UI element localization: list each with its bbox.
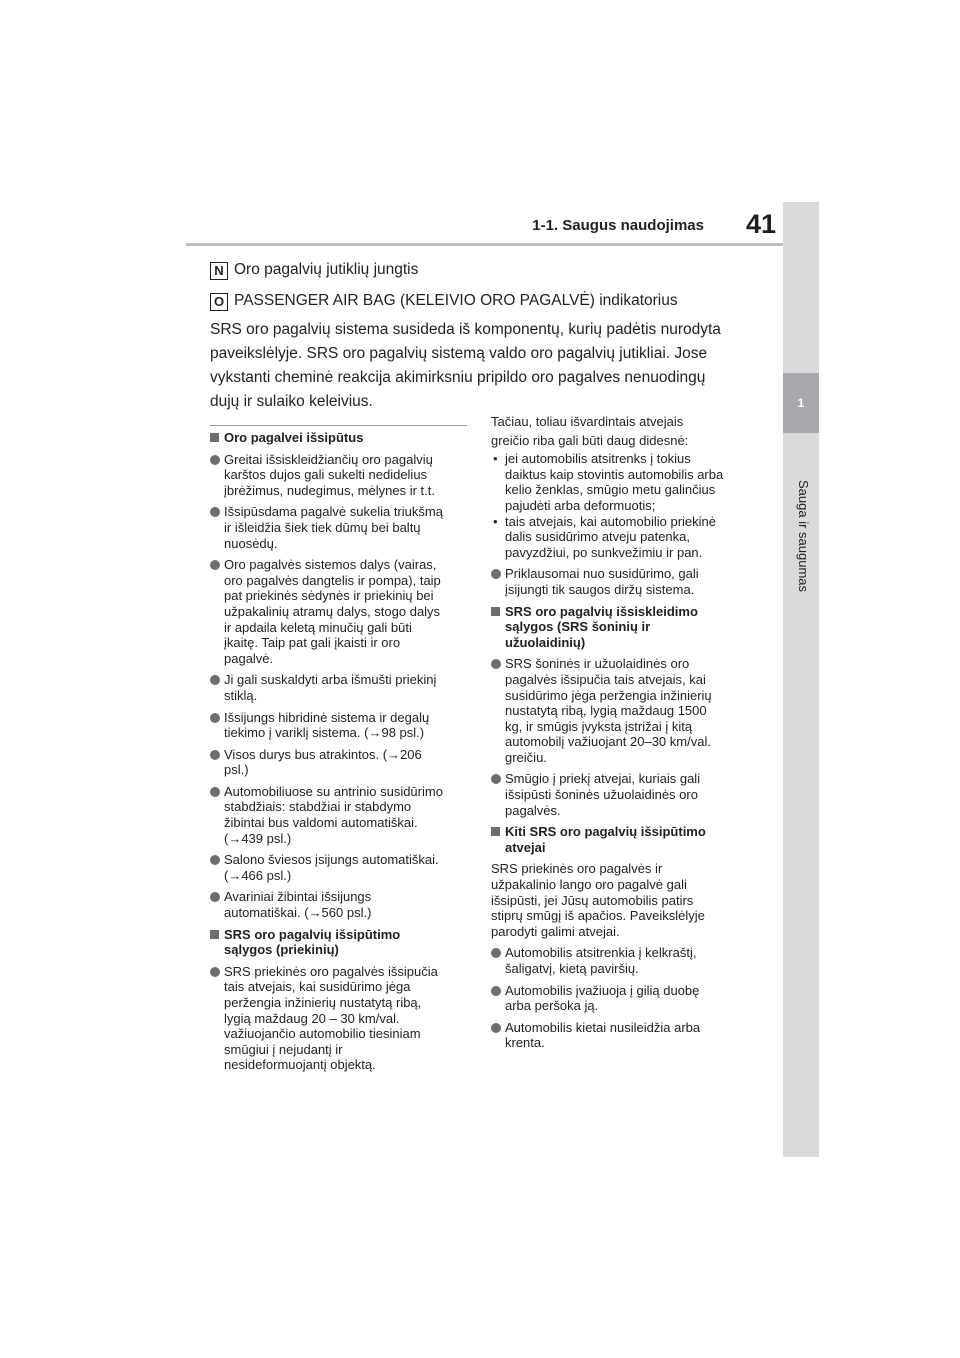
text-line: greičiu. (505, 749, 547, 765)
text-line: Automobilis atsitrenkia į kelkraštį, (505, 945, 697, 961)
text-line: lygią maždaug 20 – 30 km/val. (224, 1010, 400, 1026)
text-line: automatiškai. (→560 psl.) (224, 905, 372, 921)
text-line: Avariniai žibintai išsijungs (224, 889, 372, 905)
text-line: pagalvės išsipučia tais atvejais, kai (505, 671, 706, 687)
bullet-item (491, 771, 753, 818)
round-bullet-icon (210, 507, 220, 517)
text-line: atvejai (505, 839, 546, 855)
bullet-item (210, 852, 472, 883)
section-heading (491, 824, 753, 855)
text-line: Smūgio į priekį atvejai, kuriais gali (505, 771, 701, 787)
text-line: kelio ženklas, smūgio metu galinčius (505, 482, 716, 498)
callout-text-o: PASSENGER AIR BAG (KELEIVIO ORO PAGALVĖ) indikatorius (234, 292, 678, 309)
side-tab-chapter-number: 1 (783, 373, 819, 433)
text-line: karštos dujos gali sukelti nedidelius (224, 467, 428, 483)
text-line: Ji gali suskaldyti arba išmušti priekinį (224, 672, 437, 688)
round-bullet-icon (210, 455, 220, 465)
text-line: pavyzdžiui, po sunkvežimiu ir pan. (505, 544, 703, 560)
bullet-item (491, 566, 753, 597)
text-line: pat priekinės sėdynės ir priekinių bei (224, 588, 434, 604)
text-line: tais atvejais, kai automobilio priekinė (505, 513, 716, 529)
section-heading (210, 430, 472, 446)
text-line: užpakalinių atramų dalys, stogo dalys (224, 603, 441, 619)
text-line: Kiti SRS oro pagalvių išsipūtimo (505, 824, 706, 840)
bullet-item (210, 889, 472, 920)
text-line: SRS priekinės oro pagalvės išsipučia (224, 963, 438, 979)
text-line: pagalvė. (224, 650, 274, 666)
callout-letter-n: N (210, 262, 228, 280)
bullet-item (210, 784, 472, 846)
bullet-item (210, 672, 472, 703)
bullet-item (491, 945, 753, 976)
bullet-item (210, 710, 472, 741)
side-tab-chapter-label: Sauga ir saugumas (796, 480, 811, 593)
header-divider (186, 243, 784, 246)
text-line: išsipūsti, jei Jūsų automobilis patirs (491, 892, 694, 908)
text-line: daiktus kaip stovintis automobilis arba (505, 466, 724, 482)
text-line: Išsipūsdama pagalvė sukelia triukšmą (224, 504, 443, 520)
text-line: važiuojančio automobilio tiesiniam (224, 1026, 421, 1042)
round-bullet-icon (491, 1023, 501, 1033)
text-line: įsijungti tik saugos diržų sistema. (505, 581, 695, 597)
callout-letter-o: O (210, 293, 228, 311)
round-bullet-icon (210, 560, 220, 570)
round-bullet-icon (491, 774, 501, 784)
text-line: psl.) (224, 762, 249, 778)
text-line: Išsijungs hibridinė sistema ir degalų (224, 709, 430, 725)
round-bullet-icon (491, 569, 501, 579)
text-line: nesideformuojantį objektą. (224, 1057, 376, 1073)
text-line: sąlygos (priekinių) (224, 942, 339, 958)
text-line: susidūrimo jėga peržengia inžinierių (505, 687, 712, 703)
text-line: greičio riba gali būti daug didesnė: (491, 432, 689, 448)
round-bullet-icon (210, 713, 220, 723)
round-bullet-icon (491, 948, 501, 958)
text-line: (→466 psl.) (224, 867, 292, 883)
side-tab-strip (783, 202, 819, 1157)
text-line: kg, ir smūgis įvyksta įstrižai į kitą (505, 718, 693, 734)
text-line: įbrėžimus, nudegimus, mėlynes ir t.t. (224, 482, 435, 498)
text-line: parodyti galimi atvejai. (491, 923, 620, 939)
page-number: 41 (745, 209, 776, 239)
square-bullet-icon (491, 607, 500, 616)
text-line: sąlygos (SRS šoninių ir (505, 619, 651, 635)
text-line: Salono šviesos įsijungs automatiškai. (224, 852, 439, 868)
text-line: žibintai bus valdomi automatiškai. (224, 815, 418, 831)
left-column (210, 430, 472, 1079)
text-line: Oro pagalvei išsipūtus (224, 430, 364, 445)
round-bullet-icon (210, 675, 220, 685)
text-line: Priklausomai nuo susidūrimo, gali (505, 566, 699, 582)
text-line: krenta. (505, 1035, 545, 1051)
text-line: išsipūsti šoninės užuolaidinės oro (505, 787, 698, 803)
paragraph (491, 414, 753, 430)
text-line: ir išleidžia šiek tiek dūmų bei baltų (224, 519, 421, 535)
text-line: pajudėti arba deformuotis; (505, 497, 656, 513)
text-line: SRS šoninės ir užuolaidinės oro (505, 656, 690, 672)
intro-line: SRS oro pagalvių sistema susideda iš komponentų, kurių padėtis nurodyta (210, 321, 721, 338)
bullet-item (491, 656, 753, 765)
bullet-item (491, 1020, 753, 1051)
text-line: užpakalinio lango oro pagalvė gali (491, 877, 687, 893)
text-line: Oro pagalvės sistemos dalys (vairas, (224, 557, 437, 573)
text-line: tais atvejais, kai susidūrimo jėga (224, 979, 411, 995)
text-line: smūgiui į nejudantį ir (224, 1041, 343, 1057)
section-heading (210, 927, 472, 958)
paragraph (491, 861, 753, 939)
round-bullet-icon (210, 855, 220, 865)
text-line: oro pagalvės dangtelis ir pompa), taip (224, 572, 441, 588)
text-line: nustatytą ribą, lygią maždaug 1500 (505, 703, 707, 719)
text-line: peržengia inžinierių nustatytą ribą, (224, 995, 422, 1010)
column-divider (210, 425, 467, 426)
dash-item (491, 514, 753, 561)
bullet-item (210, 452, 472, 499)
bullet-item (491, 983, 753, 1014)
text-line: SRS priekinės oro pagalvės ir (491, 861, 663, 877)
text-line: Automobilis kietai nusileidžia arba (505, 1019, 701, 1035)
text-line: stiklą. (224, 687, 258, 703)
text-line: Visos durys bus atrakintos. (→206 (224, 746, 422, 762)
dot-mark-icon: • (493, 513, 498, 529)
text-line: įkaitę. Taip pat gali įkaisti ir oro (224, 635, 401, 651)
text-line: (→439 psl.) (224, 830, 292, 846)
text-line: automobilį važiuojant 20–30 km/val. (505, 734, 711, 750)
callout-text-n: Oro pagalvių jutiklių jungtis (234, 261, 419, 278)
round-bullet-icon (491, 986, 501, 996)
text-line: dalis susidūrimo atveju patenka, (505, 529, 690, 545)
text-line: Automobilis įvažiuoja į gilią duobę (505, 982, 700, 998)
square-bullet-icon (210, 930, 219, 939)
text-line: Tačiau, toliau išvardintais atvejais (491, 414, 684, 429)
paragraph (491, 433, 753, 449)
text-line: stabdžiais: stabdžiai ir stabdymo (224, 799, 412, 815)
bullet-item (210, 557, 472, 666)
callout-item-o (210, 292, 678, 311)
text-line: nuosėdų. (224, 535, 278, 551)
text-line: Greitai išsiskleidžiančių oro pagalvių (224, 451, 433, 467)
text-line: pagalvės. (505, 802, 561, 818)
text-line: arba peršoka ją. (505, 998, 599, 1014)
text-line: ir apdaila keletą minučių gali būti (224, 619, 412, 635)
section-title: 1-1. Saugus naudojimas (532, 217, 704, 234)
square-bullet-icon (491, 827, 500, 836)
bullet-item (210, 964, 472, 1073)
dash-item (491, 451, 753, 513)
dot-mark-icon: • (493, 451, 498, 467)
round-bullet-icon (210, 787, 220, 797)
round-bullet-icon (491, 659, 501, 669)
bullet-item (210, 747, 472, 778)
text-line: užuolaidinių) (505, 634, 586, 650)
square-bullet-icon (210, 433, 219, 442)
round-bullet-icon (210, 967, 220, 977)
bullet-item (210, 504, 472, 551)
intro-line: vykstanti cheminė reakcija akimirksniu pripildo oro pagalves nenuodingų (210, 369, 706, 386)
text-line: tiekimo į variklį sistema. (→98 psl.) (224, 725, 425, 741)
callout-item-n (210, 261, 418, 280)
section-heading (491, 604, 753, 651)
text-line: šaligatvį, kietą paviršių. (505, 961, 639, 976)
intro-line: dujų ir sulaiko keleivius. (210, 393, 373, 410)
round-bullet-icon (210, 892, 220, 902)
round-bullet-icon (210, 750, 220, 760)
text-line: SRS oro pagalvių išsiskleidimo (505, 603, 698, 619)
right-column (491, 414, 753, 1057)
text-line: jei automobilis atsitrenks į tokius (505, 451, 691, 467)
text-line: stiprų smūgį iš apačios. Paveikslėlyje (491, 908, 705, 924)
text-line: Automobiliuose su antrinio susidūrimo (224, 783, 443, 799)
text-line: SRS oro pagalvių išsipūtimo (224, 926, 401, 942)
intro-paragraph (210, 318, 770, 414)
intro-line: paveikslėlyje. SRS oro pagalvių sistemą valdo oro pagalvių jutikliai. Jose (210, 345, 708, 362)
